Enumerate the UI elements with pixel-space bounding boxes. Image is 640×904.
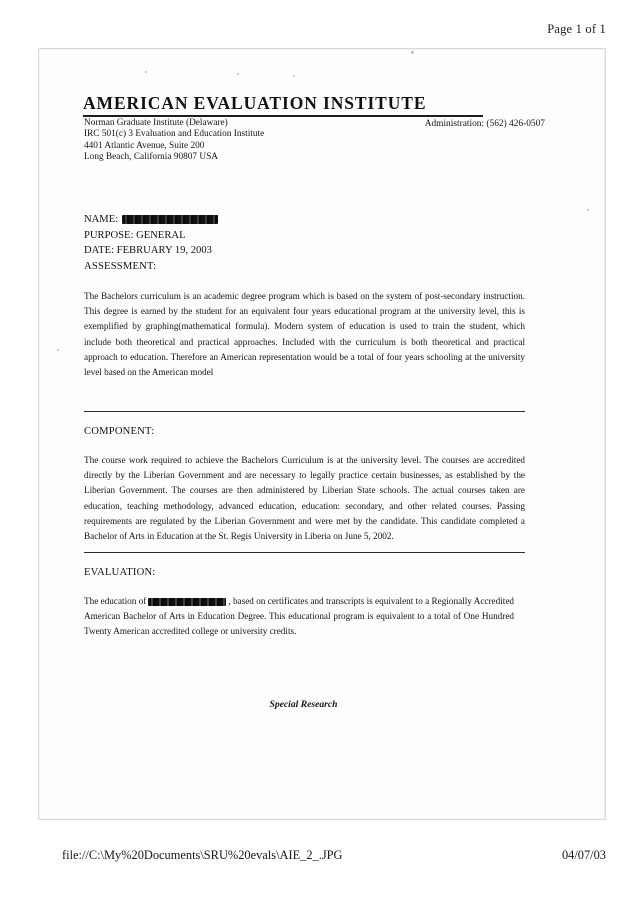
component-section-text: The course work required to achieve the Bachelors Curriculum is at the university level. The courses are accredited directly by the Liberian Government and are necessary to legally practice certain businesses, as established by the Liberian Government. The courses are then administered by Liberian State schools. The actual courses taken are education, teaching methodology, advanced education, education: secondary, and other related courses. Passing requirements are regulated by the Liberian Government and were met by the candidate. This candidate completed a Bachelor of Arts in Education at the St. Regis University in Liberia on June 5, 2002.	[84, 455, 525, 542]
special-research-note: Special Research	[269, 699, 338, 710]
date-value: FEBRUARY 19, 2003	[116, 245, 212, 256]
name-label: NAME:	[84, 214, 119, 225]
section-divider	[84, 552, 525, 553]
scanned-document-sheet	[38, 48, 606, 820]
scan-speck	[587, 209, 589, 211]
address-line: IRC 501(c) 3 Evaluation and Education Institute	[84, 129, 265, 140]
address-line: Long Beach, California 90807 USA	[84, 152, 219, 163]
header-rule	[83, 115, 483, 117]
document-body	[83, 49, 563, 819]
purpose-label: PURPOSE:	[84, 229, 134, 241]
footer-file-path: file://C:\My%20Documents\SRU%20evals\AIE_2_.JPG	[62, 848, 343, 862]
recipient-fields	[84, 212, 218, 259]
scan-speck	[57, 349, 59, 351]
evaluation-section-label: EVALUATION:	[84, 567, 156, 578]
redacted-name-bar-inline	[148, 598, 226, 607]
organization-address	[84, 118, 264, 164]
footer-print-date: 04/07/03	[561, 848, 606, 862]
address-line: 4401 Atlantic Avenue, Suite 200	[84, 140, 205, 151]
assessment-section-text: The Bachelors curriculum is an academic degree program which is based on the system of post-secondary instruction. This degree is earned by the student for an equivalent four years educational program at the university level, this is exemplified by graphing(mathematical formula). Modern system of education is used to train the student, which include both theoretical and practical approaches. Included with the curriculum is both theoretical and practical approach to education. Therefore an American representation would be a total of four years schooling at the university level based on the American model	[84, 291, 525, 378]
evaluation-text-after: , based on certificates and transcripts is equivalent to a Regionally Accredited American Bachelor of Arts in Education Degree. This educational program is equivalent to a total of One Hundred Twenty American accredited college or university credits.	[84, 596, 514, 637]
page-indicator: Page 1 of 1	[547, 22, 606, 36]
date-label: DATE:	[84, 245, 115, 256]
redacted-name-bar	[122, 215, 218, 224]
section-divider	[84, 411, 525, 412]
purpose-value: GENERAL	[136, 229, 186, 241]
purpose-field-row	[84, 228, 218, 244]
evaluation-text-before: The education of	[84, 596, 147, 606]
organization-title: AMERICAN EVALUATION INSTITUTE	[83, 93, 427, 113]
evaluation-section-text	[84, 594, 514, 640]
address-line: Norman Graduate Institute (Delaware)	[84, 118, 228, 128]
assessment-section-label: ASSESSMENT:	[84, 261, 157, 272]
name-field-row	[84, 212, 218, 228]
component-section-label: COMPONENT:	[84, 426, 155, 437]
date-field-row	[84, 243, 218, 259]
administration-contact: Administration: (562) 426-0507	[424, 119, 545, 129]
